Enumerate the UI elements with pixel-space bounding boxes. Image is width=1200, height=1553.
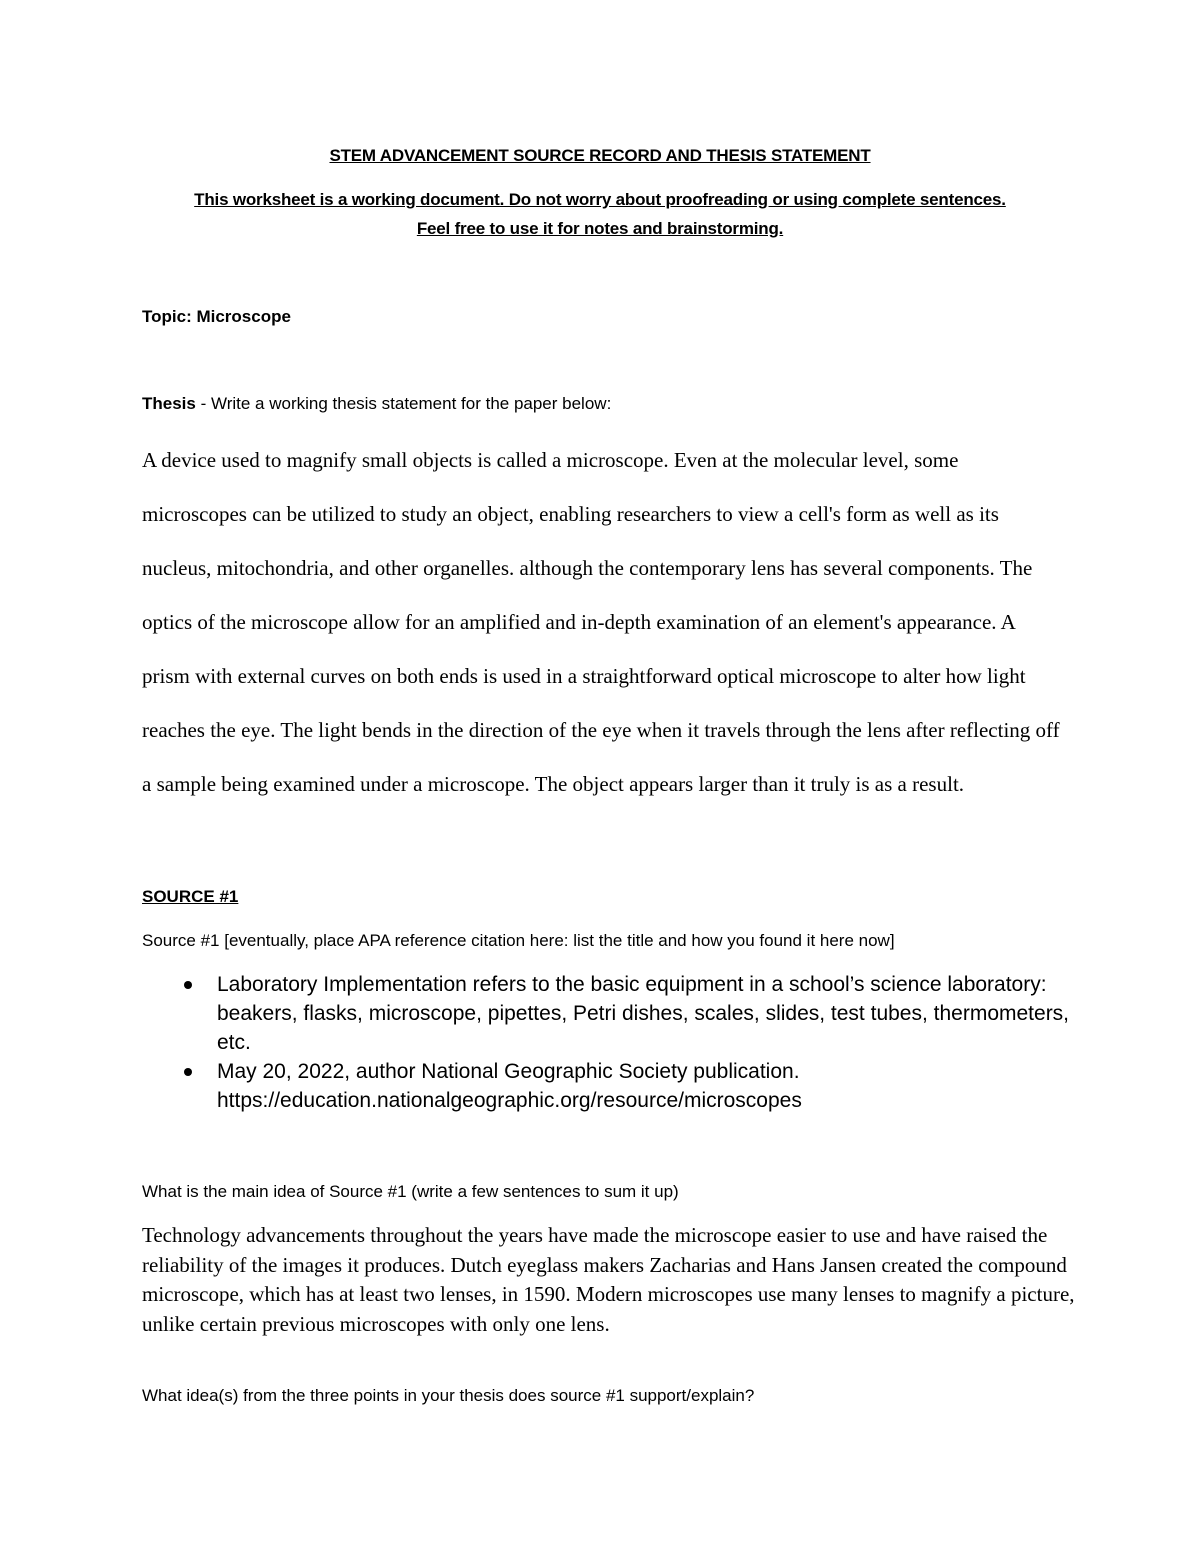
list-item: [217, 970, 1077, 1057]
bullet-icon: [184, 981, 192, 989]
main-idea-answer: Technology advancements throughout the years have made the microscope easier to use and have raised the reliability of the images it produces. Dutch eyeglass makers Zacharias and Hans Jansen created the compound microscope, which has at least two lenses, in 1590. Modern microscopes use many lenses to magnify a picture, unlike certain previous microscopes with only one lens.: [142, 1223, 1075, 1336]
citation-bullet-text: Laboratory Implementation refers to the basic equipment in a school’s science laboratory: beakers, flasks, microscope, pipettes, Petri dishes, scales, slides, test tubes, thermometers, etc.: [217, 973, 1070, 1054]
worksheet-note-line-1: This worksheet is a working document. Do not worry about proofreading or using complete sentences.: [194, 190, 1006, 209]
thesis-support-question: What idea(s) from the three points in your thesis does source #1 support/explain?: [142, 1386, 755, 1405]
citation-bullet-text: May 20, 2022, author National Geographic Society publication. https://education.nationalgeographic.org/resource/microscopes: [217, 1060, 802, 1112]
document-title: STEM ADVANCEMENT SOURCE RECORD AND THESIS STATEMENT: [329, 146, 871, 165]
topic-label: Topic: Microscope: [142, 307, 291, 326]
worksheet-note-line-2: Feel free to use it for notes and brainstorming.: [416, 219, 784, 238]
thesis-label-instructions: - Write a working thesis statement for the paper below:: [195, 394, 612, 413]
thesis-label-bold: Thesis: [142, 394, 196, 413]
bullet-icon: [184, 1068, 192, 1076]
source-1-citation-list: [217, 970, 1077, 1115]
thesis-statement: A device used to magnify small objects is called a microscope. Even at the molecular level, some microscopes can be utilized to study an object, enabling researchers to view a cell's form as well as its nucleus, mitochondria, and other organelles. although the contemporary lens has several components. The optics of the microscope allow for an amplified and in-depth examination of an element's appearance. A prism with external curves on both ends is used in a straightforward optical microscope to alter how light reaches the eye. The light bends in the direction of the eye when it travels through the lens after reflecting off a sample being examined under a microscope. The object appears larger than it truly is as a result.: [142, 448, 1060, 796]
source-1-citation-prompt: Source #1 [eventually, place APA reference citation here: list the title and how you found it here now]: [142, 931, 895, 950]
thesis-prompt: [142, 394, 611, 414]
source-1-heading: SOURCE #1: [142, 887, 239, 906]
list-item: [217, 1057, 1077, 1115]
main-idea-question: What is the main idea of Source #1 (write a few sentences to sum it up): [142, 1182, 679, 1201]
